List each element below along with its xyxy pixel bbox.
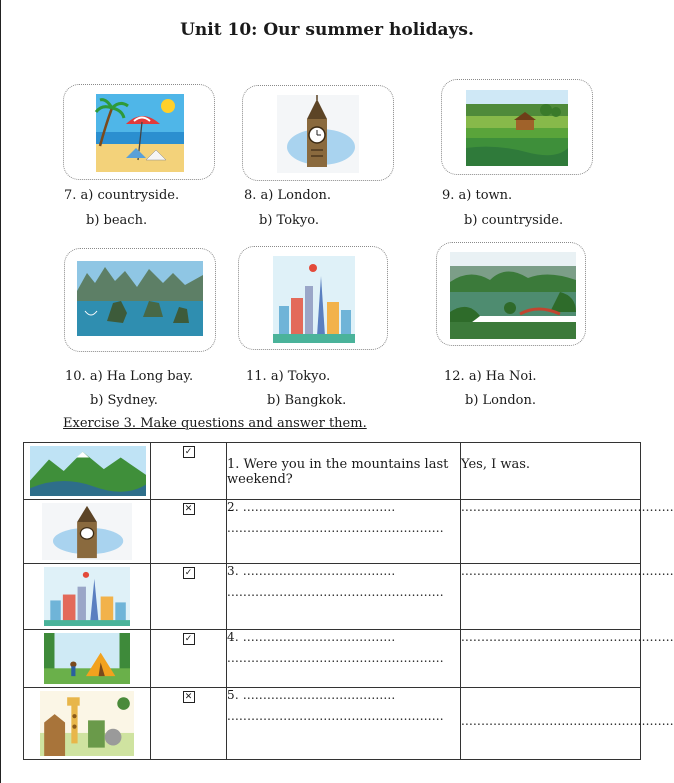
option-10a: 10. a) Ha Long bay. [65,369,194,384]
table-row [24,564,641,630]
picture-card-8 [242,85,394,181]
city-skyline-icon [273,256,355,343]
row-3-answer: ..................................................... [461,564,641,630]
option-8a: 8. a) London. [244,188,331,203]
row-4-question: 4. ...................................... ...................................................... [227,630,461,688]
big-ben-icon [42,503,132,560]
picture-card-10 [64,248,216,352]
option-12b: b) London. [465,393,537,408]
option-9b: b) countryside. [464,213,564,228]
row-5-check-cell [151,688,227,760]
row-4-picture-cell [24,630,151,688]
table-row [24,630,641,688]
row-3-question: 3. ...................................... ...................................................... [227,564,461,630]
row-1-question: 1. Were you in the mountains last weekend? [227,443,461,500]
page-title: Unit 10: Our summer holidays. [180,20,474,40]
checked-checkbox-icon[interactable]: ✓ [183,567,195,579]
big-ben-icon [277,95,359,173]
table-row [24,500,641,564]
picture-card-9 [441,79,593,175]
row-5-question: 5. ...................................... ...................................................... [227,688,461,760]
table-row [24,688,641,760]
row-1-check-cell [151,443,227,500]
exercise-3-table [23,442,674,760]
ha-long-bay-icon [77,261,203,336]
row-5-answer: ..................................................... [461,688,641,760]
checked-checkbox-icon[interactable]: ✓ [183,446,195,458]
row-2-question: 2. ...................................... ...................................................... [227,500,461,564]
option-11b: b) Bangkok. [267,393,347,408]
crossed-checkbox-icon[interactable]: ✕ [183,503,195,515]
row-3-picture-cell [24,564,151,630]
picture-card-12 [436,242,586,346]
table-row [24,443,641,500]
exercise-3-heading: Exercise 3. Make questions and answer them. [63,416,367,431]
row-4-check-cell [151,630,227,688]
option-10b: b) Sydney. [90,393,158,408]
camping-icon [44,633,130,684]
beach-scene-icon [96,94,184,172]
checked-checkbox-icon[interactable]: ✓ [183,633,195,645]
option-8b: b) Tokyo. [259,213,319,228]
page-left-rule [0,0,1,783]
hanoi-lake-icon [450,252,576,339]
option-7b: b) beach. [86,213,148,228]
row-4-answer: ..................................................... [461,630,641,688]
row-2-answer: ..................................................... [461,500,641,564]
countryside-fields-icon [466,90,568,166]
mountains-icon [30,446,146,496]
option-11a: 11. a) Tokyo. [246,369,331,384]
option-12a: 12. a) Ha Noi. [444,369,537,384]
row-2-check-cell [151,500,227,564]
row-1-picture-cell [24,443,151,500]
zoo-icon [40,691,134,756]
option-7a: 7. a) countryside. [64,188,180,203]
city-skyline-icon [44,567,130,626]
crossed-checkbox-icon[interactable]: ✕ [183,691,195,703]
picture-card-7 [63,84,215,180]
row-5-picture-cell [24,688,151,760]
picture-card-11 [238,246,388,350]
row-1-answer: Yes, I was. [461,443,641,500]
option-9a: 9. a) town. [442,188,513,203]
row-2-picture-cell [24,500,151,564]
row-3-check-cell [151,564,227,630]
